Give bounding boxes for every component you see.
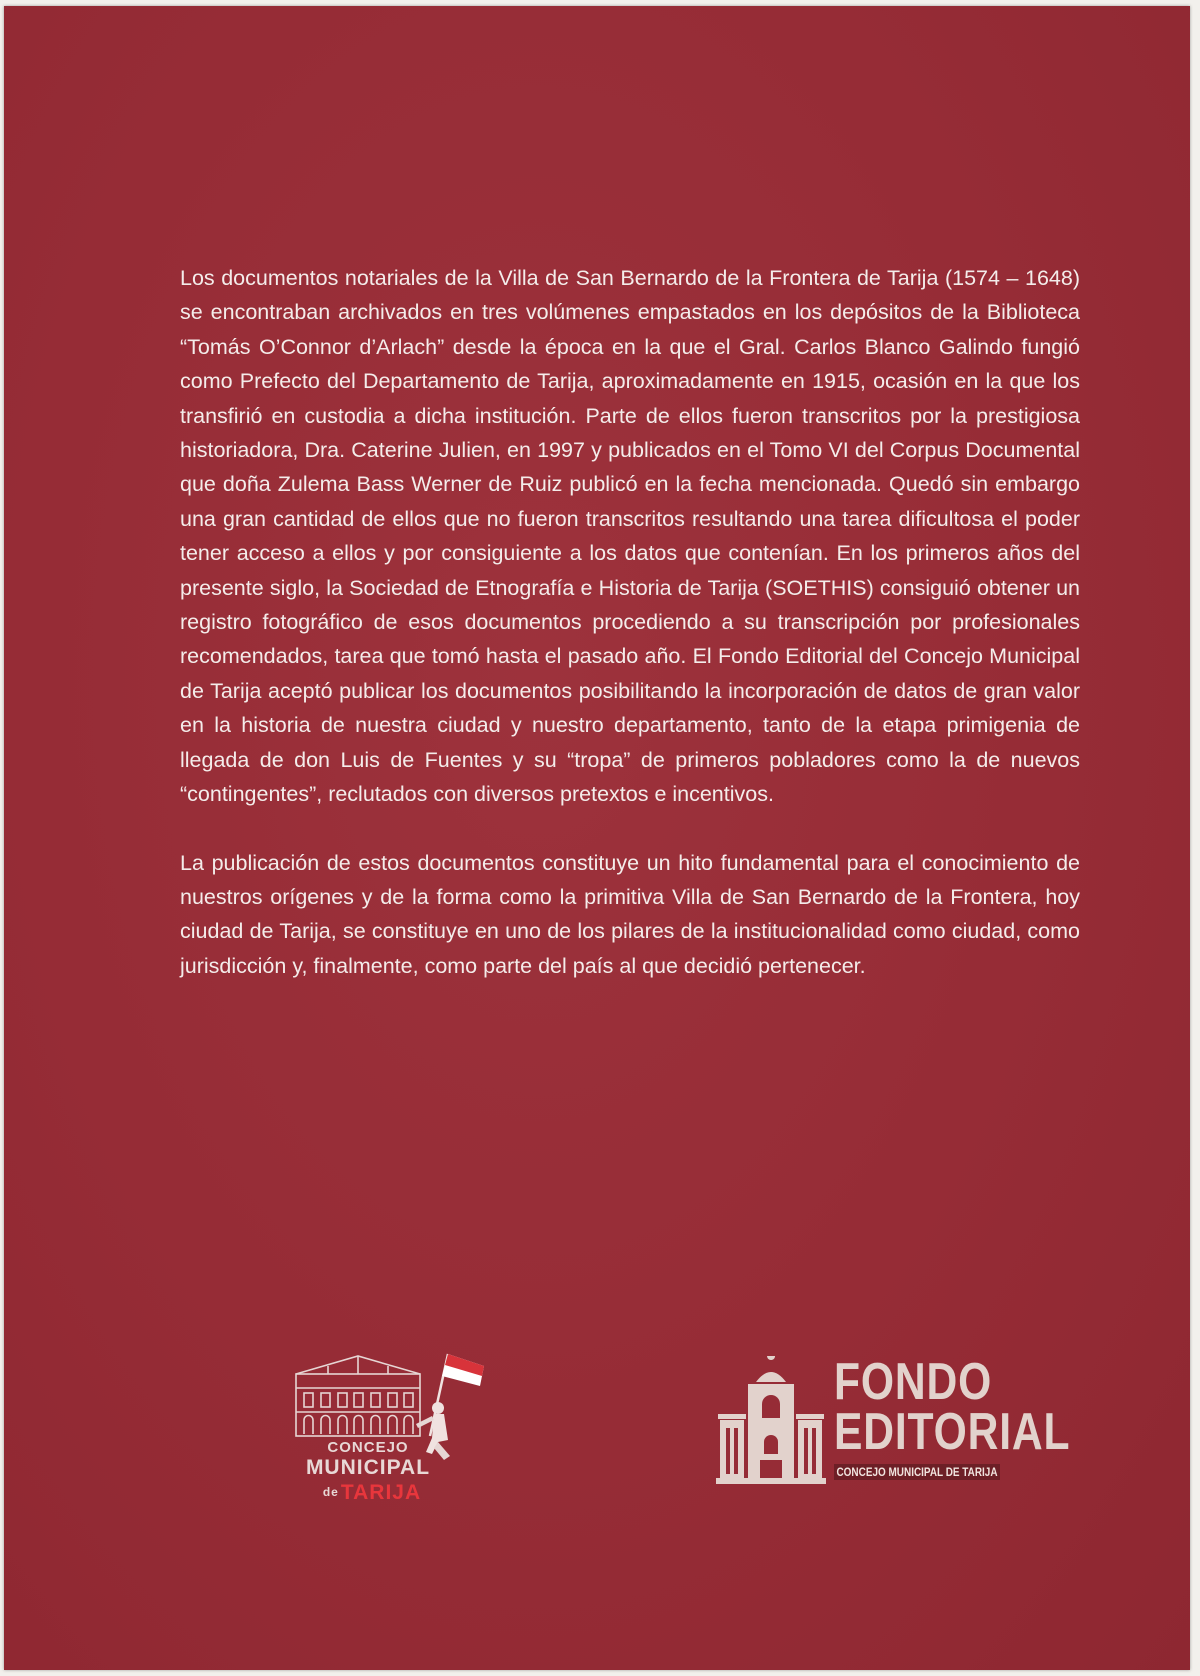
book-back-cover (4, 6, 1190, 1670)
concejo-logo-line3 (292, 1481, 452, 1505)
fondo-editorial-logo (716, 1353, 1071, 1516)
fondo-logo-word1: FONDO (834, 1353, 993, 1411)
concejo-logo-line1: CONCEJO (327, 1439, 409, 1456)
back-cover-blurb (180, 261, 1080, 983)
concejo-logo-tarija: TARIJA (340, 1481, 422, 1504)
blurb-paragraph-2: La publicación de estos documentos constituye un hito fundamental para el conocimiento de nuestros orígenes y de la forma como la primitiva Villa de San Bernardo de la Frontera, hoy ciudad de Tarija, se constituye en uno de los pilares de la institucionalidad como ciudad, como jurisdicción y, finalmente, como parte del país al que decidió pertenecer. (180, 850, 1080, 978)
colonial-building-icon (716, 1356, 826, 1486)
fondo-logo-subtitle: CONCEJO MUNICIPAL DE TARIJA (834, 1464, 1000, 1480)
concejo-municipal-logo (288, 1336, 528, 1516)
fondo-logo-word2: EDITORIAL (834, 1403, 1071, 1461)
concejo-logo-line2: MUNICIPAL (305, 1456, 431, 1479)
blurb-paragraph-1: Los documentos notariales de la Villa de San Bernardo de la Frontera de Tarija (1574 – 1648) se encontraban archivados en tres volúmenes empastados en los depósitos de la Biblioteca “Tomás O’Connor d’Arlach” desde la época en la que el Gral. Carlos Blanco Galindo fungió como Prefecto del Departamento de Tarija, aproximadamente en 1915, ocasión en la que los transfirió en custodia a dicha institución. Parte de ellos fueron transcritos por la prestigiosa historiadora, Dra. Caterine Julien, en 1997 y publicados en el Tomo VI del Corpus Documental que doña Zulema Bass Werner de Ruiz publicó en la fecha mencionada. Quedó sin embargo una gran cantidad de ellos que no fueron transcritos resultando una tarea dificultosa el poder tener acceso a ellos y por consiguiente a los datos que contenían. En los primeros años del presente siglo, la Sociedad de Etnografía e Historia de Tarija (SOETHIS) consiguió obtener un registro fotográfico de esos documentos procediendo a su transcripción por profesionales recomendados, tarea que tomó hasta el pasado año. El Fondo Editorial del Concejo Municipal de Tarija aceptó publicar los documentos posibilitando la incorporación de datos de gran valor en la historia de nuestra ciudad y nuestro departamento, tanto de la etapa primigenia de llegada de don Luis de Fuentes y su “tropa” de primeros pobladores como la de nuevos “contingentes”, reclutados con diversos pretextos e incentivos. (180, 266, 1080, 807)
concejo-logo-de: de (322, 1485, 339, 1499)
